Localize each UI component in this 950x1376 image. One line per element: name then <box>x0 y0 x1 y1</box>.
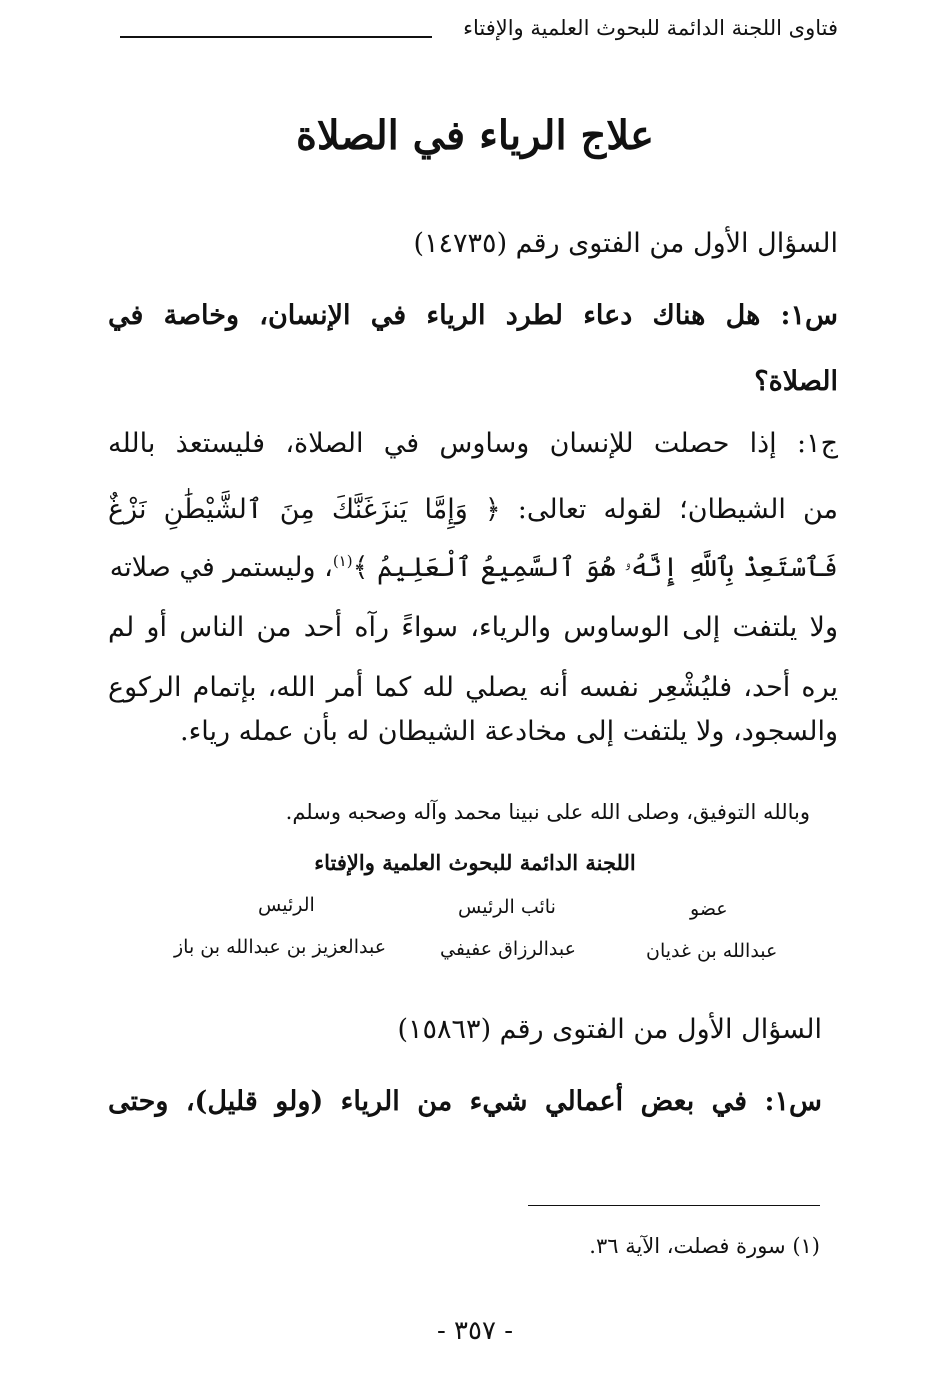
page-number: - ٣٥٧ - <box>436 1316 514 1346</box>
fatwa-reference-2: السؤال الأول من الفتوى رقم (١٥٨٦٣) <box>397 1014 822 1045</box>
vice-president-name: عبدالرزاق عفيفي <box>440 938 576 960</box>
fatwa-reference-1: السؤال الأول من الفتوى رقم (١٤٧٣٥) <box>413 228 838 259</box>
question-1-line-1: س١: هل هناك دعاء لطرد الرياء في الإنسان، وخاصة في <box>108 300 838 331</box>
answer-1-line-3-tail: ، وليستمر في صلاته <box>109 552 333 583</box>
question-2-line-1: س١: في بعض أعمالي شيء من الرياء (ولو قليل)، وحتى <box>108 1086 822 1117</box>
member-name: عبدالله بن غديان <box>646 940 778 962</box>
president-name: عبدالعزيز بن عبدالله بن باز <box>174 936 387 958</box>
footnote-marker: (١) <box>332 552 353 570</box>
president-role: الرئيس <box>258 894 315 916</box>
question-1-line-2: الصلاة؟ <box>754 366 838 397</box>
answer-1-line-2: من الشيطان؛ لقوله تعالى: ﴿ وَإِمَّا يَنزَغَنَّكَ مِنَ ٱلشَّيْطَٰنِ نَزْغٌ <box>108 494 838 525</box>
footnote: (١) سورة فصلت، الآية ٣٦. <box>589 1234 820 1258</box>
vice-president-role: نائب الرئيس <box>458 896 556 918</box>
answer-1-line-5: يره أحد، فليُشْعِر نفسه أنه يصلي لله كما أمر الله، بإتمام الركوع <box>108 672 838 703</box>
header-rule <box>120 36 432 38</box>
quran-verse-end: فَٱسْتَعِذْ بِٱللَّهِ إِنَّهُۥ هُوَ ٱلسَّمِيعُ ٱلْعَلِيمُ ﴾ <box>352 552 838 583</box>
member-role: عضو <box>690 898 728 920</box>
running-header: فتاوى اللجنة الدائمة للبحوث العلمية والإفتاء <box>463 16 838 40</box>
committee-name: اللجنة الدائمة للبحوث العلمية والإفتاء <box>314 850 636 875</box>
answer-1-line-3 <box>108 552 838 584</box>
answer-1-line-1: ج١: إذا حصلت للإنسان وساوس في الصلاة، فليستعذ بالله <box>108 428 838 459</box>
answer-1-line-6: والسجود، ولا يلتفت إلى مخادعة الشيطان له بأن عمله رياء. <box>179 716 838 747</box>
closing-formula: وبالله التوفيق، وصلى الله على نبينا محمد وآله وصحبه وسلم. <box>285 800 810 824</box>
answer-1-line-4: ولا يلتفت إلى الوساوس والرياء، سواءً رآه أحد من الناس أو لم <box>108 612 838 643</box>
section-title: علاج الرياء في الصلاة <box>295 112 655 159</box>
footnote-rule <box>528 1205 820 1206</box>
